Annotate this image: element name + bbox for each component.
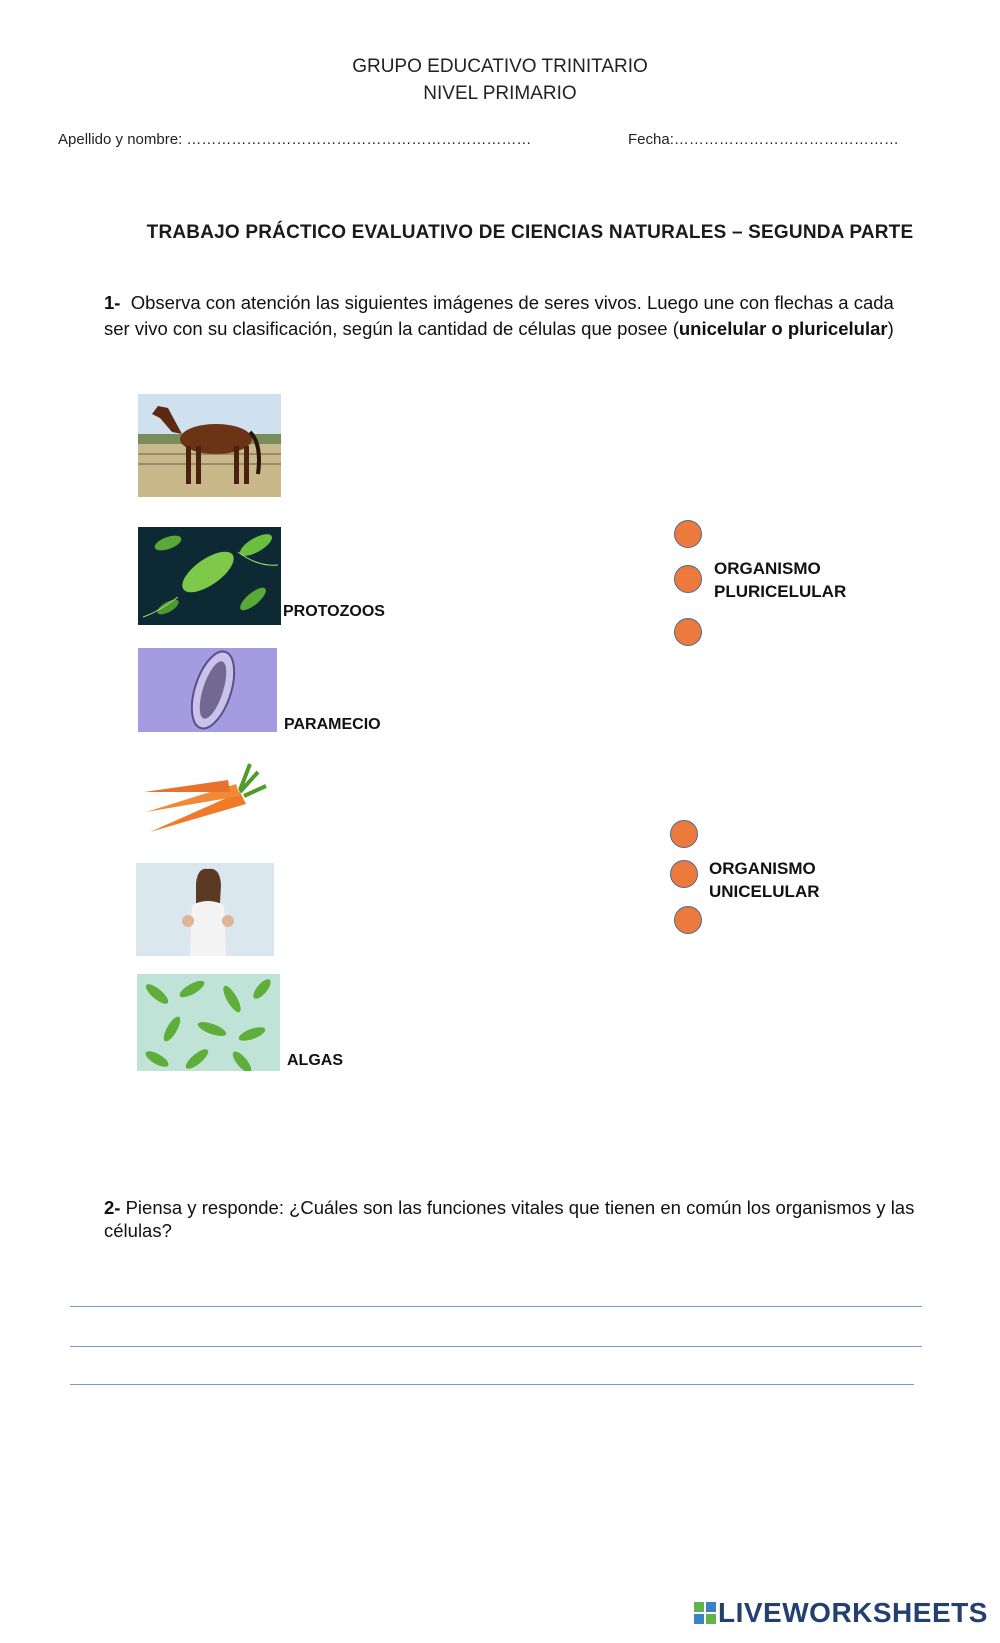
category-pluricelular (714, 557, 846, 603)
school-name: GRUPO EDUCATIVO TRINITARIO (352, 56, 648, 77)
category-line: ORGANISMO (714, 559, 821, 578)
bacteria-image (138, 527, 281, 625)
connector-dot[interactable] (674, 565, 702, 593)
algae-image (137, 974, 280, 1071)
liveworksheets-logo[interactable] (694, 1597, 988, 1629)
answer-line[interactable] (70, 1384, 914, 1385)
category-line: ORGANISMO (709, 859, 816, 878)
paramecium-image (138, 648, 277, 732)
connector-dot[interactable] (670, 820, 698, 848)
liveworksheets-logo-icon (694, 1602, 716, 1624)
label-algas: ALGAS (287, 1052, 343, 1069)
connector-dot[interactable] (674, 906, 702, 934)
worksheet-title: TRABAJO PRÁCTICO EVALUATIVO DE CIENCIAS NATURALES – SEGUNDA PARTE (146, 222, 914, 243)
category-line: PLURICELULAR (714, 582, 847, 601)
category-line: UNICELULAR (709, 882, 820, 901)
category-unicelular (709, 857, 820, 903)
question-1-end: ) (887, 318, 894, 339)
date-field[interactable]: Fecha:……………………………………… (628, 131, 899, 148)
question-2 (104, 1196, 934, 1242)
question-1-text: Observa con atención las siguientes imágenes de seres vivos. Luego une con flechas a cada ser vivo con su clasificación, según la cantidad de células que posee ( (104, 292, 894, 339)
question-2-text: Piensa y responde: ¿Cuáles son las funciones vitales que tienen en común los organismos y las células? (104, 1197, 915, 1241)
label-paramecio: PARAMECIO (284, 716, 381, 733)
carrots-image (140, 752, 270, 838)
woman-image (136, 863, 274, 956)
answer-line[interactable] (70, 1346, 922, 1347)
question-1-bold: unicelular o pluricelular (678, 318, 888, 339)
connector-dot[interactable] (670, 860, 698, 888)
question-1-number: 1- (104, 292, 121, 313)
horse-image (138, 394, 281, 497)
question-2-number: 2- (104, 1197, 121, 1218)
liveworksheets-brand: LIVEWORKSHEETS (718, 1597, 988, 1628)
connector-dot[interactable] (674, 618, 702, 646)
label-protozoos: PROTOZOOS (283, 603, 385, 620)
answer-line[interactable] (70, 1306, 922, 1307)
question-1 (104, 290, 894, 342)
school-level: NIVEL PRIMARIO (423, 83, 577, 104)
connector-dot[interactable] (674, 520, 702, 548)
name-field[interactable]: Apellido y nombre: …………………………………………………………… (58, 131, 532, 148)
